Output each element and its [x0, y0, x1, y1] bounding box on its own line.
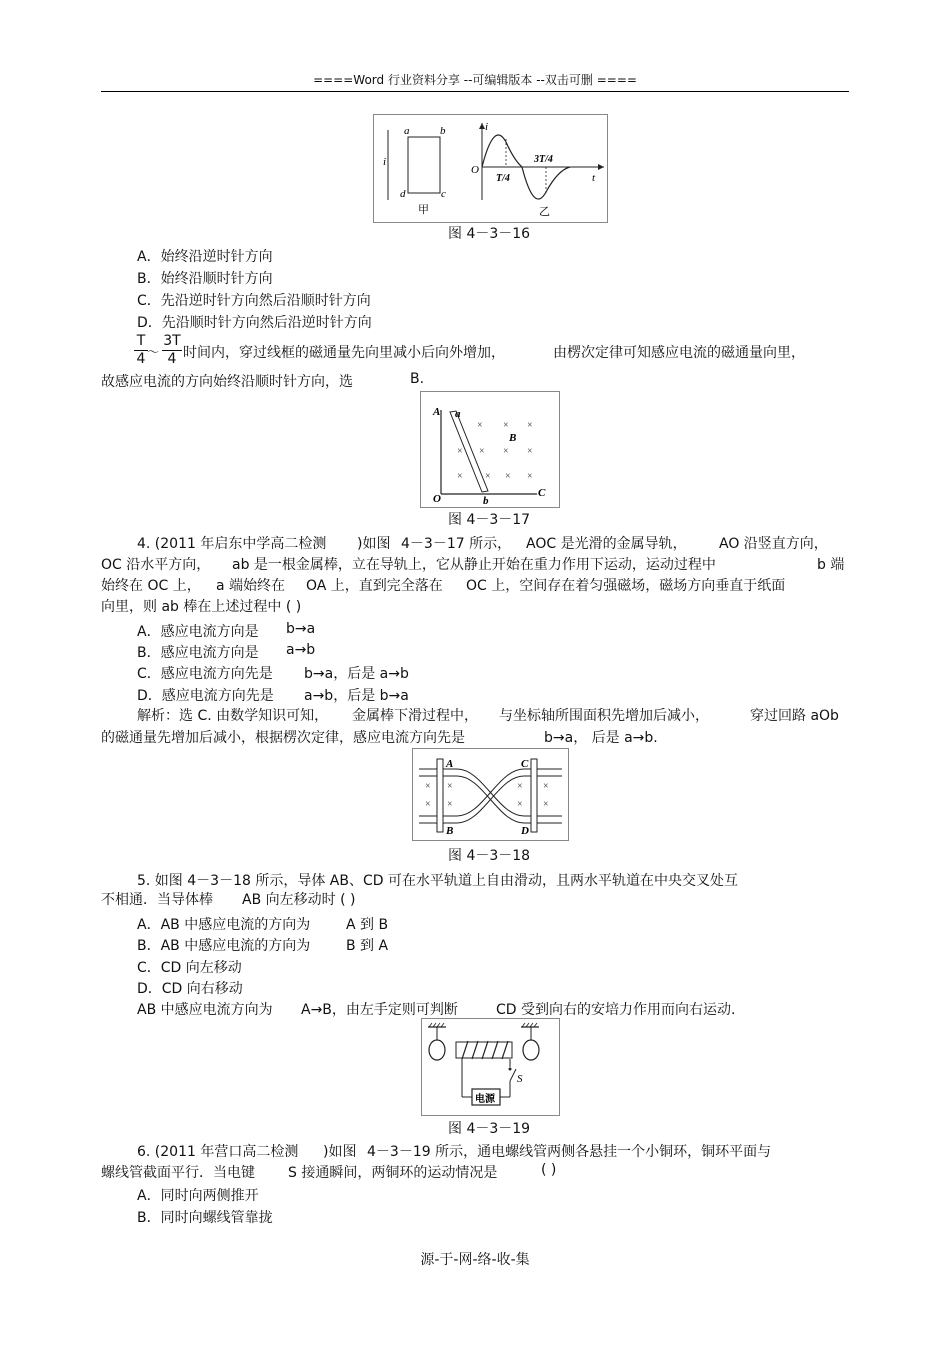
- q4-option-c: C．感应电流方向先是: [137, 666, 273, 682]
- q3-option-b: B．始终沿顺时针方向: [137, 271, 273, 287]
- q6-line2a: 螺线管截面平行．当电键: [101, 1165, 255, 1181]
- q4-option-c-value: b→a，后是 a→b: [304, 666, 409, 682]
- q4-line2c: b 端: [817, 557, 845, 573]
- q6-line2c: ( ): [541, 1162, 557, 1178]
- fraction-t-4: $\frac{T}{4}$: [134, 333, 148, 368]
- label-b: b: [483, 495, 489, 507]
- wire-frame: [408, 137, 440, 193]
- q4-line1b: )如图: [357, 536, 391, 552]
- caption-4-3-19: 图 4－3－19: [448, 1121, 531, 1137]
- label-D: D: [521, 825, 529, 837]
- q4-line3a: 始终在 OC 上，: [101, 578, 201, 594]
- label-O: O: [433, 493, 441, 505]
- q5-option-c: C．CD 向左移动: [137, 960, 242, 976]
- field-mark: ×: [425, 799, 431, 810]
- label-yi: 乙: [539, 206, 550, 218]
- label-origin: O: [471, 164, 479, 176]
- field-mark: ×: [457, 471, 463, 482]
- q4-line1c: 4－3－17 所示，: [401, 536, 512, 552]
- field-mark: ×: [527, 471, 533, 482]
- q4-line1e: AO 沿竖直方向，: [719, 536, 828, 552]
- field-mark: ×: [517, 799, 523, 810]
- label-c: c: [441, 188, 446, 200]
- q5-explain-c: CD 受到向右的安培力作用而向右运动.: [496, 1002, 736, 1018]
- q4-line4: 向里，则 ab 棒在上述过程中 ( ): [101, 599, 302, 615]
- q6-line1c: 4－3－19 所示，通电螺线管两侧各悬挂一个小铜环，铜环平面与: [367, 1144, 772, 1160]
- figure-4-3-17: [420, 391, 560, 508]
- q5-line1: 5. 如图 4－3－18 所示，导体 AB、CD 可在水平轨道上自由滑动，且两水平轨道在中央交叉处互: [137, 873, 738, 889]
- q6-line1a: 6. (2011 年营口高二检测: [137, 1144, 299, 1160]
- label-jia: 甲: [418, 204, 429, 216]
- q3-option-c: C．先沿逆时针方向然后沿顺时针方向: [137, 293, 371, 309]
- q4-line3b: a 端始终在: [216, 578, 286, 594]
- figure-4-3-18: [412, 748, 569, 841]
- field-mark: ×: [503, 446, 509, 457]
- q3-explain-line1b: 由楞次定律可知感应电流的磁通量向里，: [553, 345, 805, 361]
- rod-CD: [531, 759, 537, 832]
- tilde: ～: [147, 345, 160, 359]
- label-b: b: [440, 125, 446, 137]
- q5-explain-b: A→B，由左手定则可判断: [301, 1002, 458, 1018]
- q4-explain-1d: 穿过回路 aOb: [750, 708, 839, 724]
- label-B: B: [446, 825, 454, 837]
- q6-option-a: A．同时向两侧推开: [137, 1188, 259, 1204]
- field-mark: ×: [505, 471, 511, 482]
- q6-line1b: )如图: [323, 1144, 357, 1160]
- label-i-left: i: [383, 156, 387, 168]
- q5-option-d: D．CD 向右移动: [137, 981, 243, 997]
- figure-4-3-16: [373, 114, 608, 223]
- q3-explain-line2a: 故感应电流的方向始终沿顺时针方向，选: [101, 374, 353, 390]
- q4-option-a-value: b→a: [286, 621, 316, 637]
- q4-line1a: 4. (2011 年启东中学高二检测: [137, 536, 327, 552]
- q5-option-a-value: A 到 B: [346, 917, 389, 933]
- field-mark: ×: [503, 420, 509, 431]
- header-rule: [101, 91, 849, 92]
- q3-option-a: A．始终沿逆时针方向: [137, 249, 273, 265]
- field-mark: ×: [457, 446, 463, 457]
- q4-option-d: D．感应电流方向先是: [137, 688, 274, 704]
- caption-4-3-17: 图 4－3－17: [448, 512, 531, 528]
- label-d: d: [400, 188, 406, 200]
- field-mark: ×: [517, 781, 523, 792]
- copper-ring-left: [429, 1040, 445, 1060]
- label-i-axis: i: [485, 121, 489, 133]
- q4-explain-1b: 金属棒下滑过程中，: [352, 708, 478, 724]
- field-mark: ×: [485, 471, 491, 482]
- q4-option-d-value: a→b，后是 b→a: [304, 688, 409, 704]
- q4-explain-2b: b→a， 后是 a→b.: [544, 730, 658, 746]
- q3-explain-line1a: 时间内，穿过线框的磁通量先向里减小后向外增加，: [183, 345, 505, 361]
- field-mark: ×: [527, 420, 533, 431]
- field-mark: ×: [477, 420, 483, 431]
- q5-line2a: 不相通．当导体棒: [101, 892, 213, 908]
- switch-S: [510, 1069, 516, 1081]
- label-A: A: [446, 758, 454, 770]
- q5-option-b-value: B 到 A: [346, 938, 389, 954]
- field-mark: ×: [447, 799, 453, 810]
- q4-explain-1a: 解析：选 C. 由数学知识可知，: [137, 708, 329, 724]
- fraction-3t-4: $\frac{3T}{4}$: [163, 333, 181, 367]
- q5-option-b: B．AB 中感应电流的方向为: [137, 938, 311, 954]
- label-t-quarter: T/4: [496, 173, 510, 184]
- q5-option-a: A．AB 中感应电流的方向为: [137, 917, 311, 933]
- q3-option-d: D．先沿顺时针方向然后沿逆时针方向: [137, 315, 372, 331]
- label-C: C: [538, 487, 546, 499]
- page-header: ====Word 行业资料分享 --可编辑版本 --双击可删 ====: [313, 73, 637, 87]
- field-mark: ×: [479, 446, 485, 457]
- q4-option-b-value: a→b: [286, 642, 316, 658]
- q5-line2b: AB 向左移动时 ( ): [242, 892, 356, 908]
- field-mark: ×: [447, 781, 453, 792]
- q4-explain-1c: 与坐标轴所围面积先增加后减小，: [499, 708, 709, 724]
- q4-option-b: B．感应电流方向是: [137, 645, 259, 661]
- q4-option-a: A．感应电流方向是: [137, 624, 259, 640]
- q3-explain-line2b: B.: [410, 371, 425, 387]
- label-a: a: [404, 125, 410, 137]
- q4-line1d: AOC 是光滑的金属导轨，: [526, 536, 687, 552]
- q6-line2b: S 接通瞬间，两铜环的运动情况是: [288, 1165, 498, 1181]
- label-a: a: [455, 408, 461, 420]
- label-t-axis: t: [592, 172, 596, 184]
- field-mark: ×: [527, 446, 533, 457]
- label-S: S: [517, 1073, 523, 1085]
- label-B: B: [509, 432, 517, 444]
- caption-4-3-16: 图 4－3－16: [448, 226, 531, 242]
- page-footer: 源-于-网-络-收-集: [420, 1252, 530, 1268]
- copper-ring-right: [523, 1040, 539, 1060]
- q4-line2b: ab 是一根金属棒，立在导轨上，它从静止开始在重力作用下运动，运动过程中: [232, 557, 716, 573]
- label-C: C: [521, 758, 529, 770]
- label-power: 电源: [475, 1094, 495, 1105]
- label-t-three-quarter: 3T/4: [534, 154, 553, 165]
- field-mark: ×: [543, 781, 549, 792]
- q4-line3d: OC 上，空间存在着匀强磁场，磁场方向垂直于纸面: [466, 578, 786, 594]
- q5-explain-a: AB 中感应电流方向为: [137, 1002, 273, 1018]
- q4-explain-2a: 的磁通量先增加后减小，根据楞次定律，感应电流方向先是: [101, 730, 465, 746]
- q4-line3c: OA 上，直到完全落在: [306, 578, 443, 594]
- rod-AB: [437, 759, 443, 832]
- field-mark: ×: [543, 799, 549, 810]
- q4-line2a: OC 沿水平方向，: [101, 557, 211, 573]
- caption-4-3-18: 图 4－3－18: [448, 848, 531, 864]
- field-mark: ×: [425, 781, 431, 792]
- figure-4-3-19: [421, 1018, 560, 1116]
- q6-option-b: B．同时向螺线管靠拢: [137, 1210, 273, 1226]
- label-A: A: [433, 406, 441, 418]
